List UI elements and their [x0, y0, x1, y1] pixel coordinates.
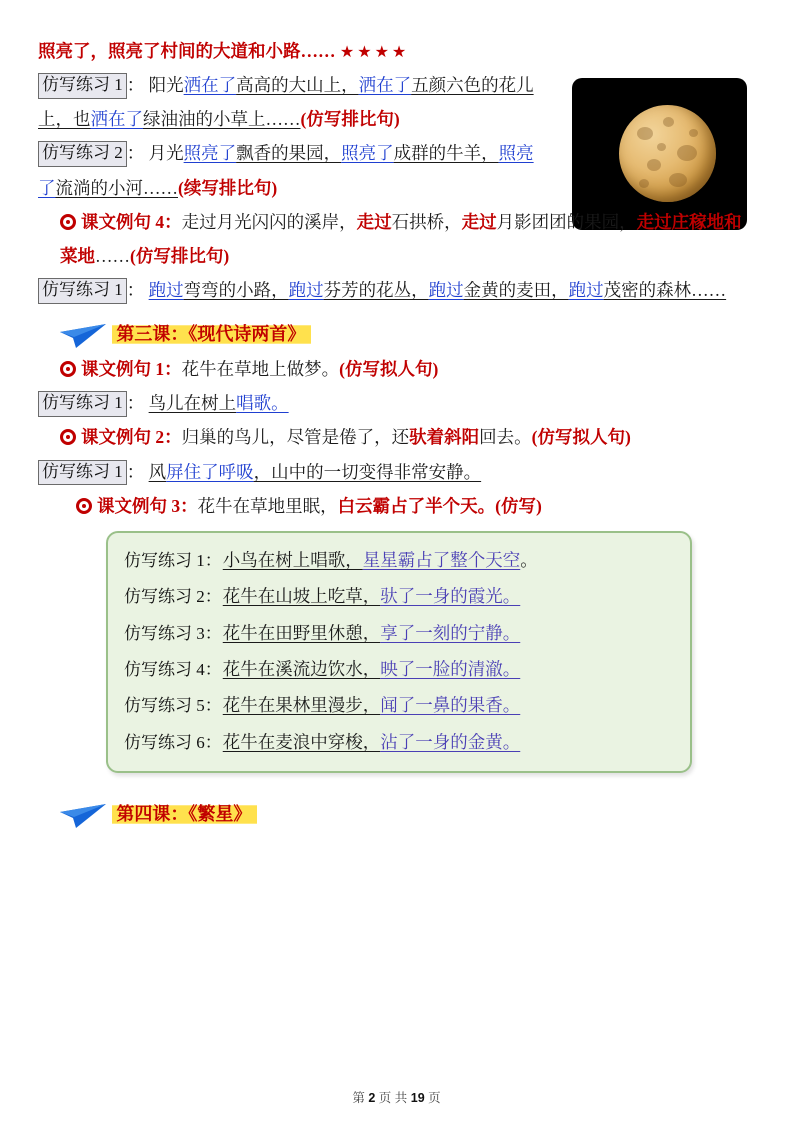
moon-disc	[619, 105, 716, 202]
key-phrase: 驮着斜阳	[409, 427, 480, 448]
page-footer	[0, 1088, 793, 1106]
sample-note: (仿写拟人句)	[339, 359, 439, 380]
sample-title: 课文例句 2：	[81, 427, 182, 448]
key-phrase: 照亮了	[183, 143, 237, 164]
exercise-text: 茂密的森林……	[603, 279, 727, 300]
sample-text: 月影团团的果园，	[496, 211, 637, 232]
key-phrase: 跑过	[428, 279, 464, 300]
red-ring-bullet-icon	[60, 429, 76, 445]
sample-text: 走过月光闪闪的溪岸，	[181, 211, 357, 232]
sample-sentence-l3-3	[38, 489, 749, 523]
answer-text: 花牛在麦浪中穿梭，	[222, 731, 381, 752]
key-phrase: 白云霸占了半个天。	[337, 495, 496, 516]
key-phrase: 照亮了	[341, 143, 394, 164]
colon: ：	[126, 75, 145, 96]
answer-text: 小鸟在树上唱歌，	[222, 549, 363, 570]
lesson-heading-3	[38, 317, 749, 352]
key-phrase: 走过	[461, 211, 497, 232]
exercise-text: 高高的大山上，	[236, 75, 359, 96]
lesson-title: 第四课：《繁星》	[112, 803, 257, 826]
key-phrase: 走过	[356, 211, 392, 232]
exercise-text: 绿油油的小草上……	[143, 109, 301, 130]
exercise-tag: 仿写练习 1	[38, 73, 127, 99]
exercise-block-3	[38, 273, 749, 307]
answer-tag: 仿写练习 1：	[124, 550, 222, 570]
exercise-tag: 仿写练习 1	[38, 391, 127, 417]
answer-key-phrase: 闻了一鼻的果香。	[380, 695, 521, 716]
exercise-block-2	[38, 136, 548, 204]
key-phrase: 洒在了	[183, 75, 237, 96]
answer-text: 花牛在溪流边饮水，	[222, 658, 381, 679]
exercise-note: (续写排比句)	[178, 177, 278, 198]
exercise-text: 金黄的麦田，	[463, 279, 569, 300]
answer-tag: 仿写练习 6：	[124, 732, 222, 752]
star-rating: ★★★★	[339, 44, 410, 61]
answer-tag: 仿写练习 5：	[124, 696, 222, 716]
exercise-text: 月光	[148, 143, 184, 164]
red-ring-bullet-icon	[60, 214, 76, 230]
paragraph-continuation	[38, 34, 749, 68]
sample-note: (仿写)	[495, 495, 542, 516]
exercise-block-5	[38, 455, 749, 489]
exercise-text: 阳光	[148, 75, 184, 96]
footer-suffix: 页	[428, 1091, 441, 1105]
exercise-text: 五颜六色的花儿上，也	[38, 75, 534, 130]
exercise-text: 芬芳的花丛，	[323, 279, 429, 300]
footer-total-pages: 19	[410, 1091, 425, 1105]
sample-title: 课文例句 1：	[81, 359, 182, 380]
exercise-tag: 仿写练习 2	[38, 141, 127, 167]
continuation-text: 照亮了，照亮了村间的大道和小路……	[38, 41, 336, 61]
sample-text: ……	[95, 245, 130, 266]
colon: ：	[126, 393, 145, 414]
sample-text: 归巢的鸟儿，尽管是倦了，还	[181, 427, 410, 448]
red-ring-bullet-icon	[60, 361, 76, 377]
colon: ：	[126, 279, 145, 300]
answer-row	[124, 615, 676, 651]
key-phrase: 洒在了	[358, 75, 412, 96]
sample-sentence-l3-1	[38, 352, 749, 386]
footer-page-number: 2	[368, 1091, 376, 1105]
key-phrase: 唱歌。	[236, 393, 289, 414]
sample-note: (仿写拟人句)	[531, 427, 631, 448]
answer-text: 花牛在田野里休憩，	[222, 622, 381, 643]
colon: ：	[126, 143, 145, 164]
exercise-text: 风	[148, 461, 167, 482]
lesson-heading-4	[38, 797, 749, 832]
key-phrase: 跑过	[288, 279, 324, 300]
key-phrase: 洒在了	[90, 109, 143, 130]
key-phrase: 走过庄稼地和菜地	[60, 211, 742, 266]
answer-key-phrase: 沾了一身的金黄。	[380, 731, 521, 752]
answer-key-phrase: 驮了一身的霞光。	[380, 586, 521, 607]
sample-sentence-l3-2	[38, 420, 749, 454]
exercise-tag: 仿写练习 1	[38, 460, 127, 486]
colon: ：	[126, 461, 145, 482]
sample-text: 石拱桥，	[391, 211, 462, 232]
answer-row	[124, 687, 676, 723]
footer-prefix: 第	[352, 1091, 365, 1105]
exercise-text: ，山中的一切变得非常安静。	[253, 461, 482, 482]
answer-key-phrase: 映了一脸的清澈。	[380, 658, 521, 679]
exercise-text: 弯弯的小路，	[183, 279, 289, 300]
answer-text: 花牛在果林里漫步，	[222, 695, 381, 716]
sample-title: 课文例句 3：	[97, 495, 198, 516]
answer-row	[124, 651, 676, 687]
exercise-block-4	[38, 386, 749, 420]
answer-row	[124, 578, 676, 614]
sample-sentence-4	[38, 205, 749, 273]
exercise-tag: 仿写练习 1	[38, 278, 127, 304]
key-phrase: 跑过	[568, 279, 604, 300]
answer-tag: 仿写练习 3：	[124, 623, 222, 643]
exercise-block-1	[38, 68, 548, 136]
exercise-text: 飘香的果园，	[236, 143, 342, 164]
answer-text: 花牛在山坡上吃草，	[222, 586, 381, 607]
sample-note: (仿写排比句)	[130, 245, 230, 266]
exercise-text: 成群的牛羊，	[393, 143, 499, 164]
key-phrase: 照亮了	[38, 143, 534, 198]
answer-end: 。	[520, 549, 538, 570]
answer-key-phrase: 享了一刻的宁静。	[380, 622, 521, 643]
lesson-title: 第三课：《现代诗两首》	[112, 323, 311, 346]
answer-key-phrase: 星星霸占了整个天空	[362, 549, 521, 570]
sample-title: 课文例句 4：	[81, 211, 182, 232]
answer-box	[106, 531, 692, 773]
exercise-text: 流淌的小河……	[55, 177, 178, 198]
answer-tag: 仿写练习 4：	[124, 659, 222, 679]
key-phrase: 屏住了呼吸	[166, 461, 254, 482]
sample-text: 花牛在草地上做梦。	[181, 359, 340, 380]
exercise-text: 鸟儿在树上	[148, 393, 237, 414]
sample-text: 花牛在草地里眠，	[197, 495, 338, 516]
answer-row	[124, 542, 676, 578]
footer-mid: 页 共	[378, 1091, 408, 1105]
key-phrase: 跑过	[148, 279, 184, 300]
answer-tag: 仿写练习 2：	[124, 587, 222, 607]
sample-text: 回去。	[479, 427, 532, 448]
answer-row	[124, 724, 676, 760]
exercise-note: (仿写排比句)	[300, 109, 400, 130]
red-ring-bullet-icon	[76, 498, 92, 514]
